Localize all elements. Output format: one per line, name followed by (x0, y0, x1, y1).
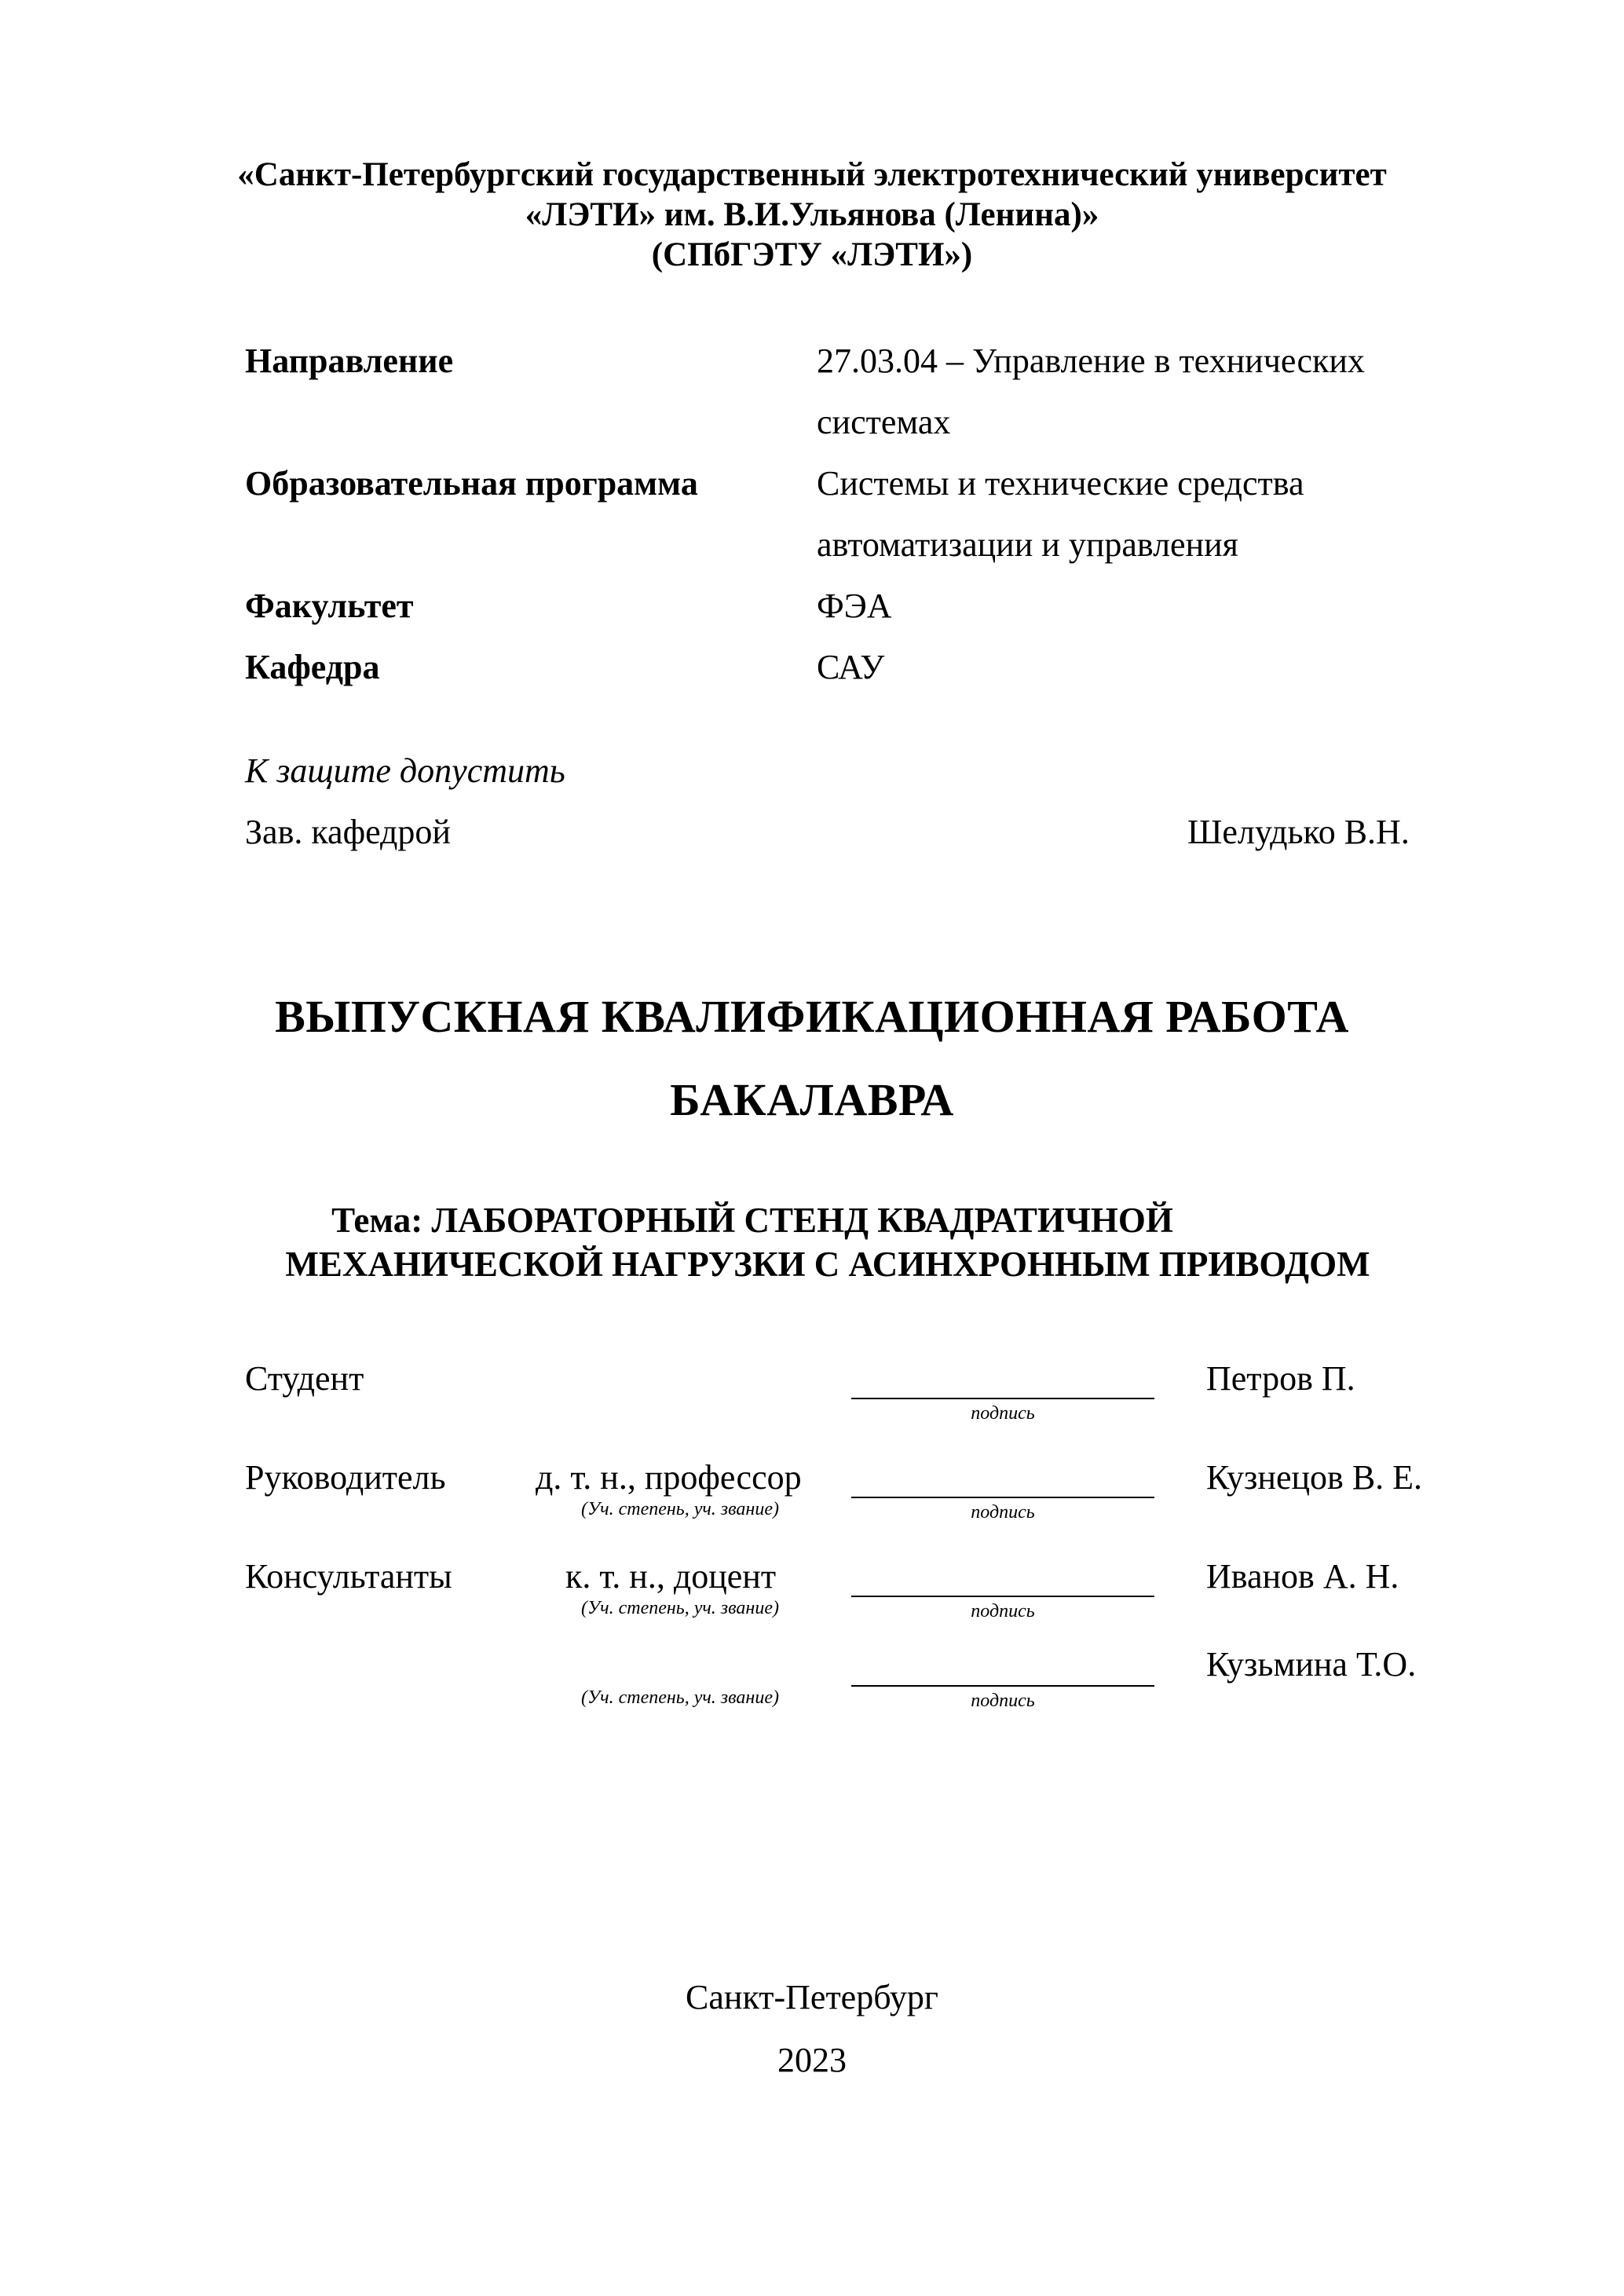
supervisor-signature-caption: подпись (971, 1502, 1035, 1523)
department-label: Кафедра (245, 648, 380, 686)
supervisor-degree: д. т. н., профессор (536, 1458, 802, 1497)
direction-label: Направление (245, 342, 454, 380)
document-title-line2: БАКАЛАВРА (670, 1074, 954, 1125)
topic-line2: МЕХАНИЧЕСКОЙ НАГРУЗКИ С АСИНХРОННЫМ ПРИВОДОМ (285, 1245, 1370, 1284)
university-name-line2: «ЛЭТИ» им. В.И.Ульянова (Ленина)» (525, 196, 1099, 233)
program-value: Системы и технические средства автоматизации и управления (817, 464, 1304, 564)
faculty-value: ФЭА (817, 587, 892, 625)
consultant2-name: Кузьмина Т.О. (1206, 1645, 1417, 1684)
program-label: Образовательная программа (245, 464, 698, 503)
year: 2023 (777, 2041, 847, 2079)
consultant2-signature-line (851, 1685, 1154, 1687)
topic-line1: Тема: ЛАБОРАТОРНЫЙ СТЕНД КВАДРАТИЧНОЙ (331, 1201, 1173, 1240)
student-signature-caption: подпись (971, 1403, 1035, 1424)
department-value: САУ (817, 648, 885, 686)
department-head-name: Шелудько В.Н. (1187, 813, 1410, 851)
document-title-line1: ВЫПУСКНАЯ КВАЛИФИКАЦИОННАЯ РАБОТА (275, 991, 1349, 1042)
consultant1-signature-caption: подпись (971, 1601, 1035, 1621)
consultant1-degree-caption: (Уч. степень, уч. звание) (581, 1598, 779, 1618)
city: Санкт-Петербург (686, 1978, 938, 2016)
consultants-label: Консультанты (245, 1557, 452, 1596)
student-name: Петров П. (1206, 1359, 1355, 1398)
supervisor-signature-line (851, 1497, 1154, 1498)
direction-value: 27.03.04 – Управление в технических системах (817, 342, 1365, 441)
consultant1-name: Иванов А. Н. (1206, 1557, 1399, 1596)
student-signature-line (851, 1398, 1154, 1399)
supervisor-degree-caption: (Уч. степень, уч. звание) (581, 1499, 779, 1519)
faculty-label: Факультет (245, 587, 414, 625)
department-head-label: Зав. кафедрой (245, 813, 451, 851)
student-label: Студент (245, 1359, 364, 1398)
university-abbreviation: (СПбГЭТУ «ЛЭТИ») (651, 236, 973, 273)
consultant1-signature-line (851, 1596, 1154, 1597)
university-name-line1: «Санкт-Петербургский государственный электротехнический университет (237, 156, 1387, 193)
admission-text: К защите допустить (245, 751, 565, 790)
supervisor-label: Руководитель (245, 1458, 446, 1497)
consultant1-degree: к. т. н., доцент (565, 1557, 777, 1596)
consultant2-signature-caption: подпись (971, 1691, 1035, 1711)
supervisor-name: Кузнецов В. Е. (1206, 1458, 1423, 1497)
consultant2-degree-caption: (Уч. степень, уч. звание) (581, 1687, 779, 1708)
